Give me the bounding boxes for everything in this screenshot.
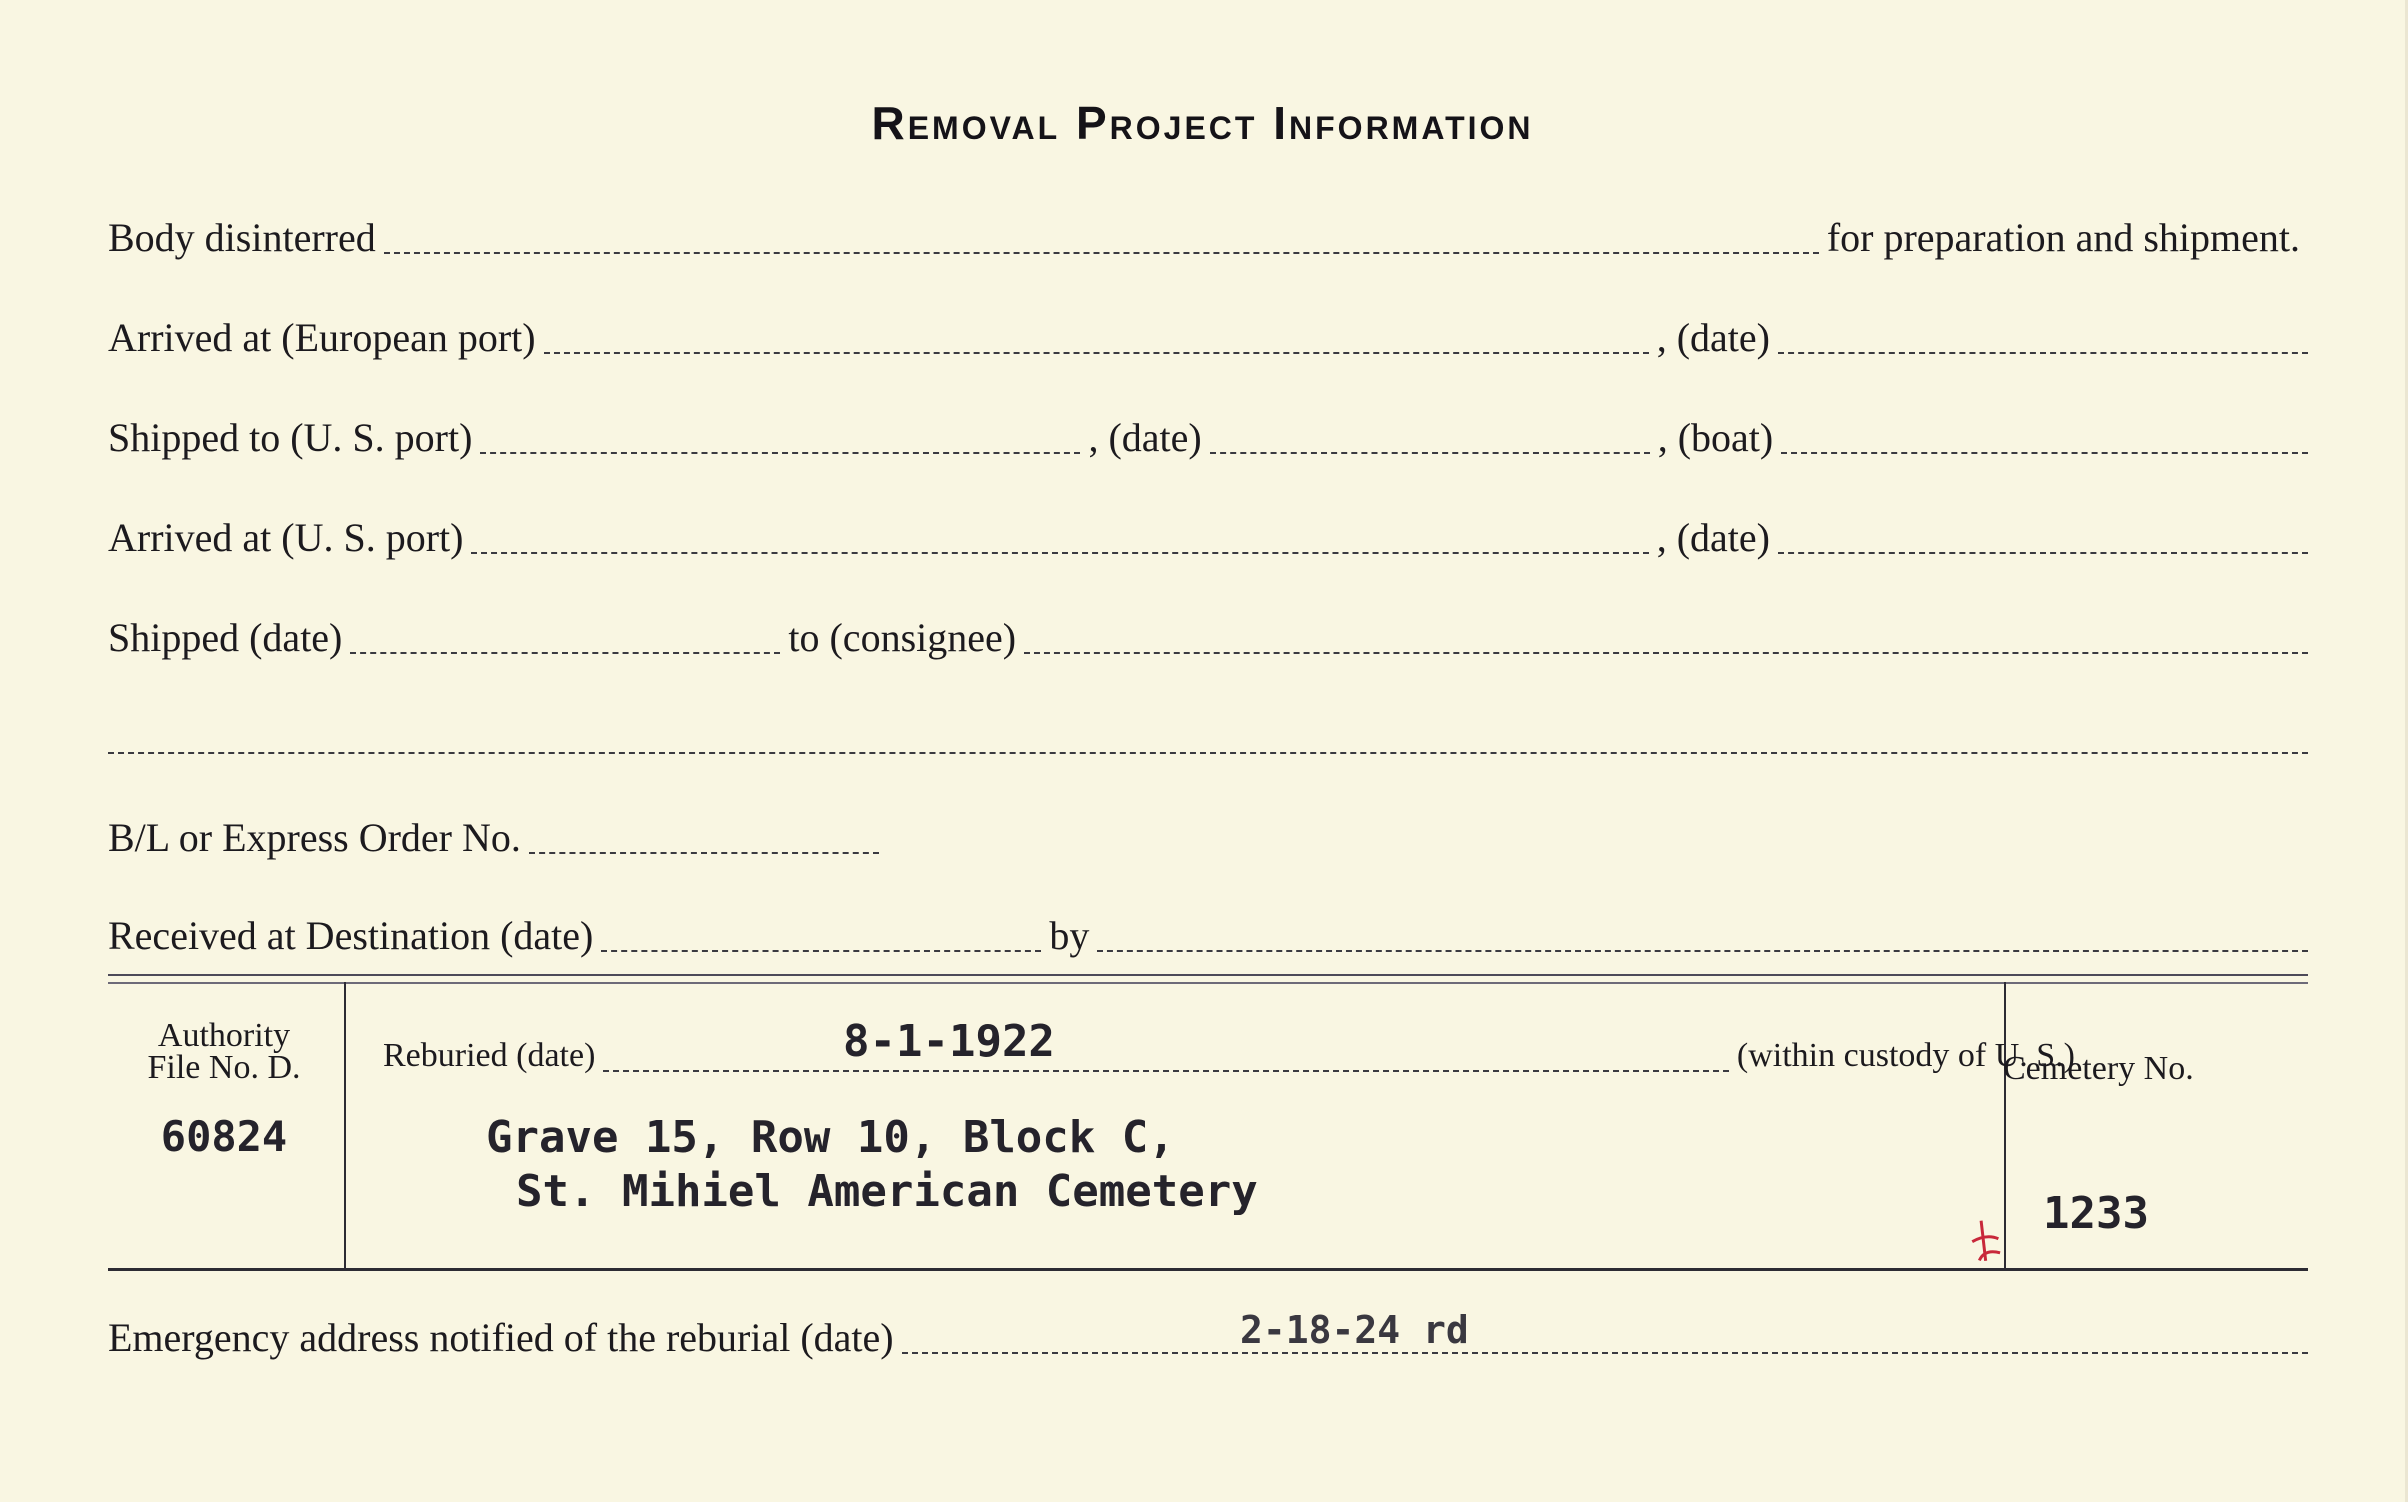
reburied-date-field[interactable] [603, 1070, 1729, 1072]
bl-order-row [108, 800, 2308, 860]
body-disinterred-field[interactable] [384, 252, 1819, 254]
european-port-field[interactable] [544, 352, 1649, 354]
received-row [108, 898, 2308, 958]
boat-label: , (boat) [1657, 415, 1774, 460]
emergency-label: Emergency address notified of the reburial (date) [108, 1315, 894, 1360]
arrived-us-date-label: , (date) [1656, 515, 1770, 560]
shipped-date-row [108, 600, 2308, 660]
shipped-date-field[interactable] [350, 652, 780, 654]
bl-order-label: B/L or Express Order No. [108, 815, 521, 860]
received-label: Received at Destination (date) [108, 913, 594, 958]
cemetery-number-value: 1233 [2043, 1188, 2149, 1239]
authority-divider [344, 982, 346, 1268]
body-disinterred-label: Body disinterred [108, 215, 376, 260]
authority-file-number: 60824 [160, 1112, 288, 1161]
received-date-field[interactable] [601, 950, 1041, 952]
arrived-us-port-field[interactable] [471, 552, 1648, 554]
arrived-us-row [108, 500, 2308, 560]
received-by-field[interactable] [1097, 950, 2308, 952]
arrived-european-date-label: , (date) [1656, 315, 1770, 360]
consignee-continuation-row [108, 700, 2308, 760]
authority-label-line2: File No. D. [147, 1049, 301, 1086]
shipped-date-label: Shipped (date) [108, 615, 343, 660]
shipped-us-label: Shipped to (U. S. port) [108, 415, 473, 460]
consignee-field[interactable] [1024, 652, 2308, 654]
authority-label [108, 1017, 340, 1086]
by-label: by [1049, 913, 1090, 958]
bl-order-field[interactable] [529, 852, 879, 854]
arrived-european-date-field[interactable] [1778, 352, 2308, 354]
arrived-european-label: Arrived at (European port) [108, 315, 536, 360]
arrived-us-label: Arrived at (U. S. port) [108, 515, 464, 560]
arrived-us-date-field[interactable] [1778, 552, 2308, 554]
boat-field[interactable] [1781, 452, 2308, 454]
authority-label-line1: Authority [157, 1017, 291, 1054]
shipped-us-date-label: , (date) [1088, 415, 1202, 460]
us-port-field[interactable] [480, 452, 1080, 454]
consignee-label: to (consignee) [788, 615, 1017, 660]
custody-label: (within custody of U. S.) [1736, 1037, 2075, 1074]
cemetery-divider [2004, 982, 2006, 1268]
reburied-label: Reburied (date) [383, 1037, 596, 1074]
shipped-us-row [108, 400, 2308, 460]
emergency-row [108, 1300, 2308, 1360]
reburied-date-value: 8-1-1922 [843, 1016, 1055, 1067]
grave-location-line1: Grave 15, Row 10, Block C, [486, 1112, 1175, 1163]
preparation-label: for preparation and shipment. [1826, 215, 2300, 260]
shipped-us-date-field[interactable] [1210, 452, 1650, 454]
emergency-date-field[interactable] [902, 1352, 2308, 1354]
reburied-row [383, 1028, 2083, 1078]
cemetery-number-label: Cemetery No. [2003, 1050, 2194, 1087]
body-disinterred-row [108, 200, 2308, 260]
page-title: Removal Project Information [871, 97, 1534, 149]
grave-location-line2: St. Mihiel American Cemetery [516, 1166, 1258, 1217]
reburial-box [108, 982, 2308, 1271]
emergency-date-value: 2-18-24 rd [1240, 1308, 1469, 1352]
consignee-continuation-field[interactable] [108, 752, 2308, 754]
arrived-european-row [108, 300, 2308, 360]
